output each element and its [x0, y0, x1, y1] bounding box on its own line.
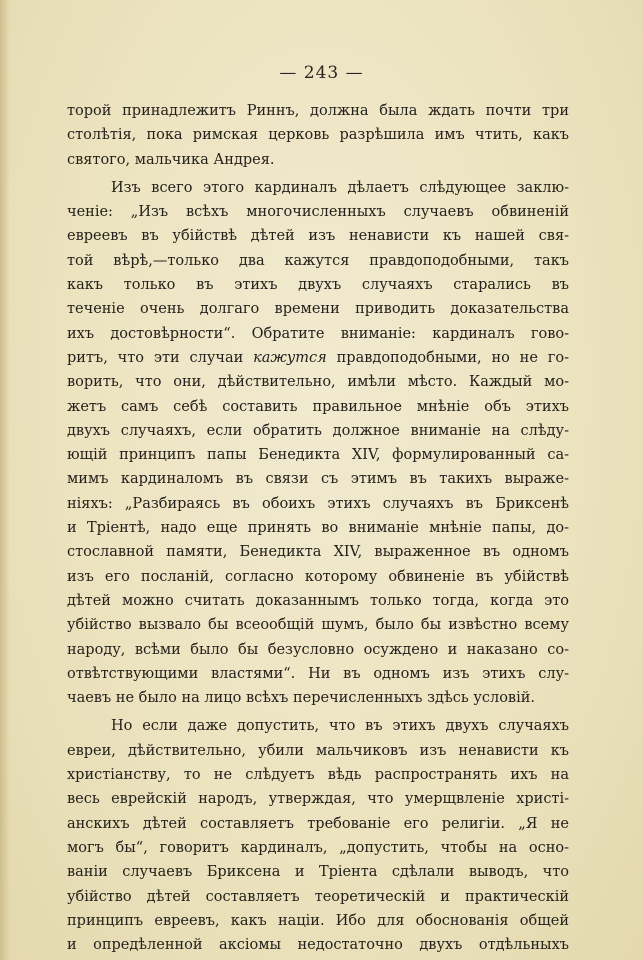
- text-line: ніяхъ: „Разбираясь въ обоихъ этихъ случаяхъ въ Бриксенѣ: [67, 495, 569, 512]
- text-line: анскихъ дѣтей составляетъ требованіе его религіи. „Я не: [67, 815, 569, 832]
- text-line: убійство дѣтей составляетъ теоретическій и практическій: [67, 888, 569, 905]
- text-line: столѣтія, пока римская церковь разрѣшила имъ чтить, какъ: [67, 127, 569, 144]
- paragraph-2: [67, 176, 569, 711]
- page-edge-shadow: [0, 0, 10, 960]
- text-line: той вѣрѣ,—только два кажутся правдоподобными, такъ: [67, 252, 569, 269]
- page-number: — 243 —: [279, 63, 364, 83]
- text-line: жетъ самъ себѣ составить правильное мнѣніе объ этихъ: [67, 398, 569, 415]
- text-line: убійство вызвало бы всеообщій шумъ, было бы извѣстно всему: [67, 617, 569, 634]
- text-line: Изъ всего этого кардиналъ дѣлаетъ слѣдующее заклю-: [111, 179, 569, 196]
- text-line: чаевъ не было на лицо всѣхъ перечисленныхъ здѣсь условій.: [67, 690, 536, 707]
- text-line: народу, всѣми было бы безусловно осуждено и наказано со-: [67, 641, 569, 658]
- text-line: святого, мальчика Андрея.: [67, 151, 275, 168]
- emphasized-word: кажутся: [253, 349, 327, 366]
- text-line: отвѣтствующими властями“. Ни въ одномъ изъ этихъ слу-: [67, 665, 569, 682]
- text-line: могъ бы“, говоритъ кардиналъ, „допустить, чтобы на осно-: [67, 839, 569, 856]
- text-line: двухъ случаяхъ, если обратить должное вниманіе на слѣду-: [67, 422, 569, 439]
- text-line: ющій принципъ папы Бенедикта XIV, формулированный са-: [67, 447, 569, 464]
- text-line: христіанству, то не слѣдуетъ вѣдь распространять ихъ на: [67, 767, 569, 784]
- text-line: ченіе: „Изъ всѣхъ многочисленныхъ случаевъ обвиненій: [67, 204, 569, 221]
- paragraph-3: [67, 714, 569, 957]
- text-line: изъ его посланій, согласно которому обвиненіе въ убійствѣ: [67, 568, 569, 585]
- text-line: и опредѣленной аксіомы недостаточно двухъ отдѣльныхъ: [67, 937, 569, 954]
- text-line: весь еврейскій народъ, утверждая, что умерщвленіе христі-: [67, 791, 569, 808]
- text-line: стославной памяти, Бенедикта XIV, выраженное въ одномъ: [67, 544, 569, 561]
- text-line: ворить, что они, дѣйствительно, имѣли мѣсто. Каждый мо-: [67, 374, 569, 391]
- text-line: принципъ евреевъ, какъ націи. Ибо для обоснованія общей: [67, 912, 569, 929]
- text-line: евреевъ въ убійствѣ дѣтей изъ ненависти къ нашей свя-: [67, 228, 569, 245]
- text-line: дѣтей можно считать доказаннымъ только тогда, когда это: [67, 592, 569, 609]
- text-segment: ритъ, что эти случаи: [67, 349, 244, 366]
- text-line: мимъ кардиналомъ въ связи съ этимъ въ такихъ выраже-: [67, 471, 569, 488]
- text-line: ихъ достовѣрности“. Обратите вниманіе: кардиналъ гово-: [67, 325, 569, 342]
- text-line: евреи, дѣйствительно, убили мальчиковъ изъ ненависти къ: [67, 742, 569, 759]
- text-line: Но если даже допустить, что въ этихъ двухъ случаяхъ: [111, 718, 569, 735]
- paragraph-1: [67, 99, 569, 172]
- text-line: и Тріентѣ, надо еще принять во вниманіе мнѣніе папы, до-: [67, 520, 569, 537]
- text-line: какъ только въ этихъ двухъ случаяхъ старались въ: [67, 277, 569, 294]
- page-text: [67, 99, 569, 957]
- text-line: торой принадлежитъ Риннъ, должна была ждать почти три: [67, 103, 569, 119]
- text-line-with-emphasis: [67, 346, 569, 370]
- text-line: теченіе очень долгаго времени приводить доказательства: [67, 301, 569, 318]
- text-line: ваніи случаевъ Бриксена и Тріента сдѣлали выводъ, что: [67, 864, 569, 881]
- text-segment: правдоподобными, но не го-: [336, 349, 569, 366]
